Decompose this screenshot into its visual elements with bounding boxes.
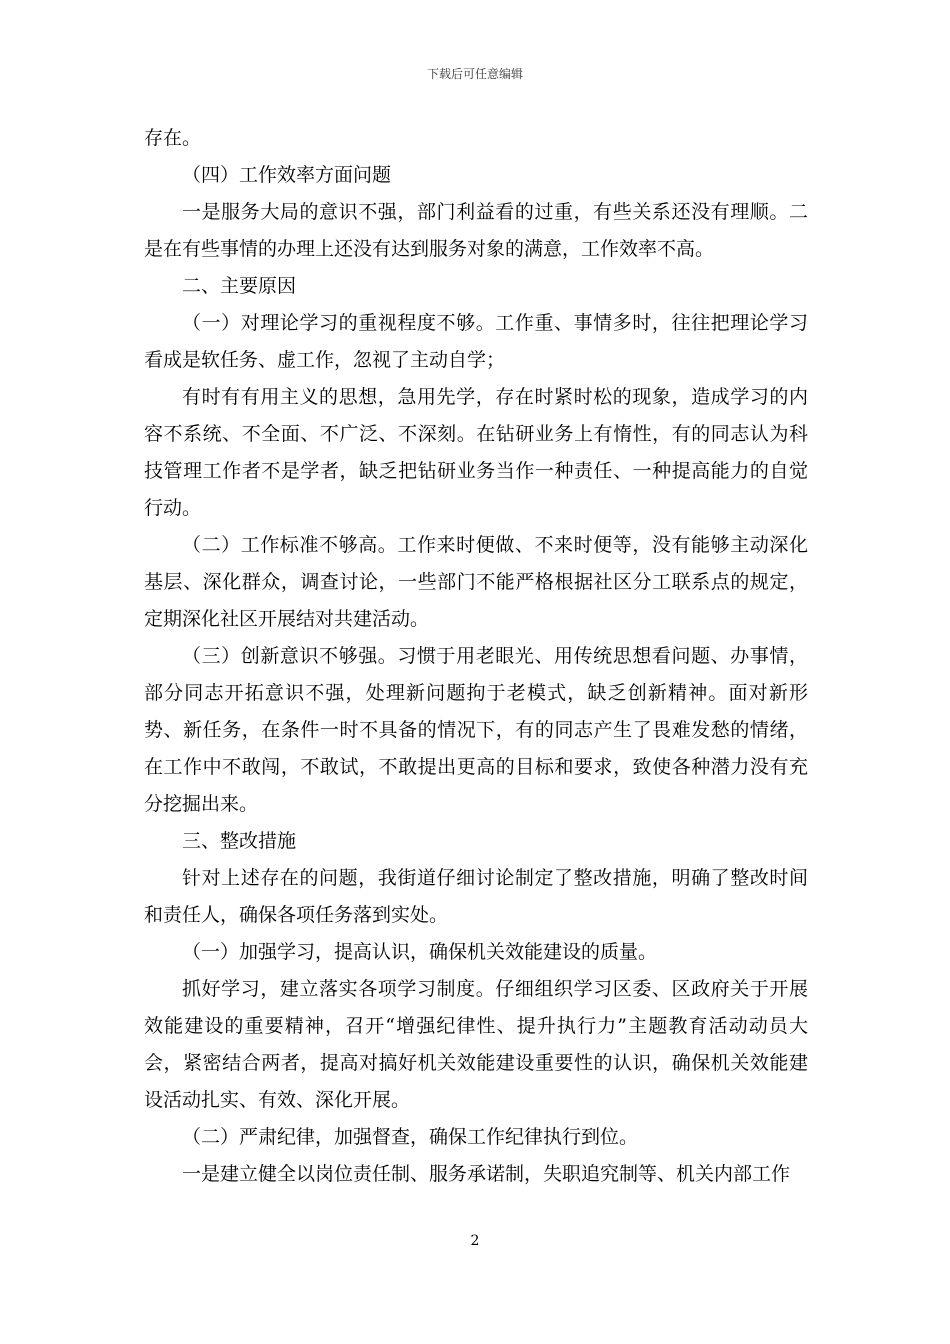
section-heading-main-reasons: 二、主要原因 — [182, 275, 297, 297]
paragraph: 一是服务大局的意识不强，部门利益看的过重，有些关系还没有理顺。二是在有些事情的办理上还没有达到服务对象的满意，工作效率不高。 — [144, 201, 808, 260]
paragraph: 一是建立健全以岗位责任制、服务承诺制，失职追究制等、机关内部工作 — [182, 1163, 791, 1185]
paragraph: （二）工作标准不够高。工作来时便做、不来时便等，没有能够主动深化基层、深化群众，调查讨论，一些部门不能严格根据社区分工联系点的规定，定期深化社区开展结对共建活动。 — [144, 534, 808, 630]
section-heading-rectification: 三、整改措施 — [182, 830, 297, 852]
subheading-strengthen-study: （一）加强学习，提高认识，确保机关效能建设的质量。 — [182, 941, 658, 963]
paragraph-continuation: 存在。 — [144, 127, 202, 149]
paragraph: （一）对理论学习的重视程度不够。工作重、事情多时，往往把理论学习看成是软任务、虚工作，忽视了主动自学； — [144, 312, 808, 371]
paragraph: 抓好学习，建立落实各项学习制度。仔细组织学习区委、区政府关于开展效能建设的重要精神，召开“增强纪律性、提升执行力”主题教育活动动员大会，紧密结合两者，提高对搞好机关效能建设重要性的认识，确保机关效能建设活动扎实、有效、深化开展。 — [144, 978, 808, 1111]
paragraph: 有时有有用主义的思想，急用先学，存在时紧时松的现象，造成学习的内容不系统、不全面、不广泛、不深刻。在钻研业务上有惰性，有的同志认为科技管理工作者不是学者，缺乏把钻研业务当作一种责任、一种提高能力的自觉行动。 — [144, 386, 808, 519]
paragraph: （三）创新意识不够强。习惯于用老眼光、用传统思想看问题、办事情，部分同志开拓意识不强，处理新问题拘于老模式，缺乏创新精神。面对新形势、新任务，在条件一时不具备的情况下，有的同志产生了畏难发愁的情绪，在工作中不敢闯，不敢试，不敢提出更高的目标和要求，致使各种潜力没有充分挖掘出来。 — [144, 645, 808, 815]
subheading-discipline: （二）严肃纪律，加强督查，确保工作纪律执行到位。 — [182, 1126, 639, 1148]
section-heading-efficiency: （四）工作效率方面问题 — [182, 164, 392, 186]
paragraph: 针对上述存在的问题，我街道仔细讨论制定了整改措施，明确了整改时间和责任人，确保各项任务落到实处。 — [144, 867, 808, 926]
page-header: 下载后可任意编辑 — [426, 67, 523, 81]
page-number: 2 — [470, 1233, 480, 1249]
document-body — [144, 120, 808, 1193]
